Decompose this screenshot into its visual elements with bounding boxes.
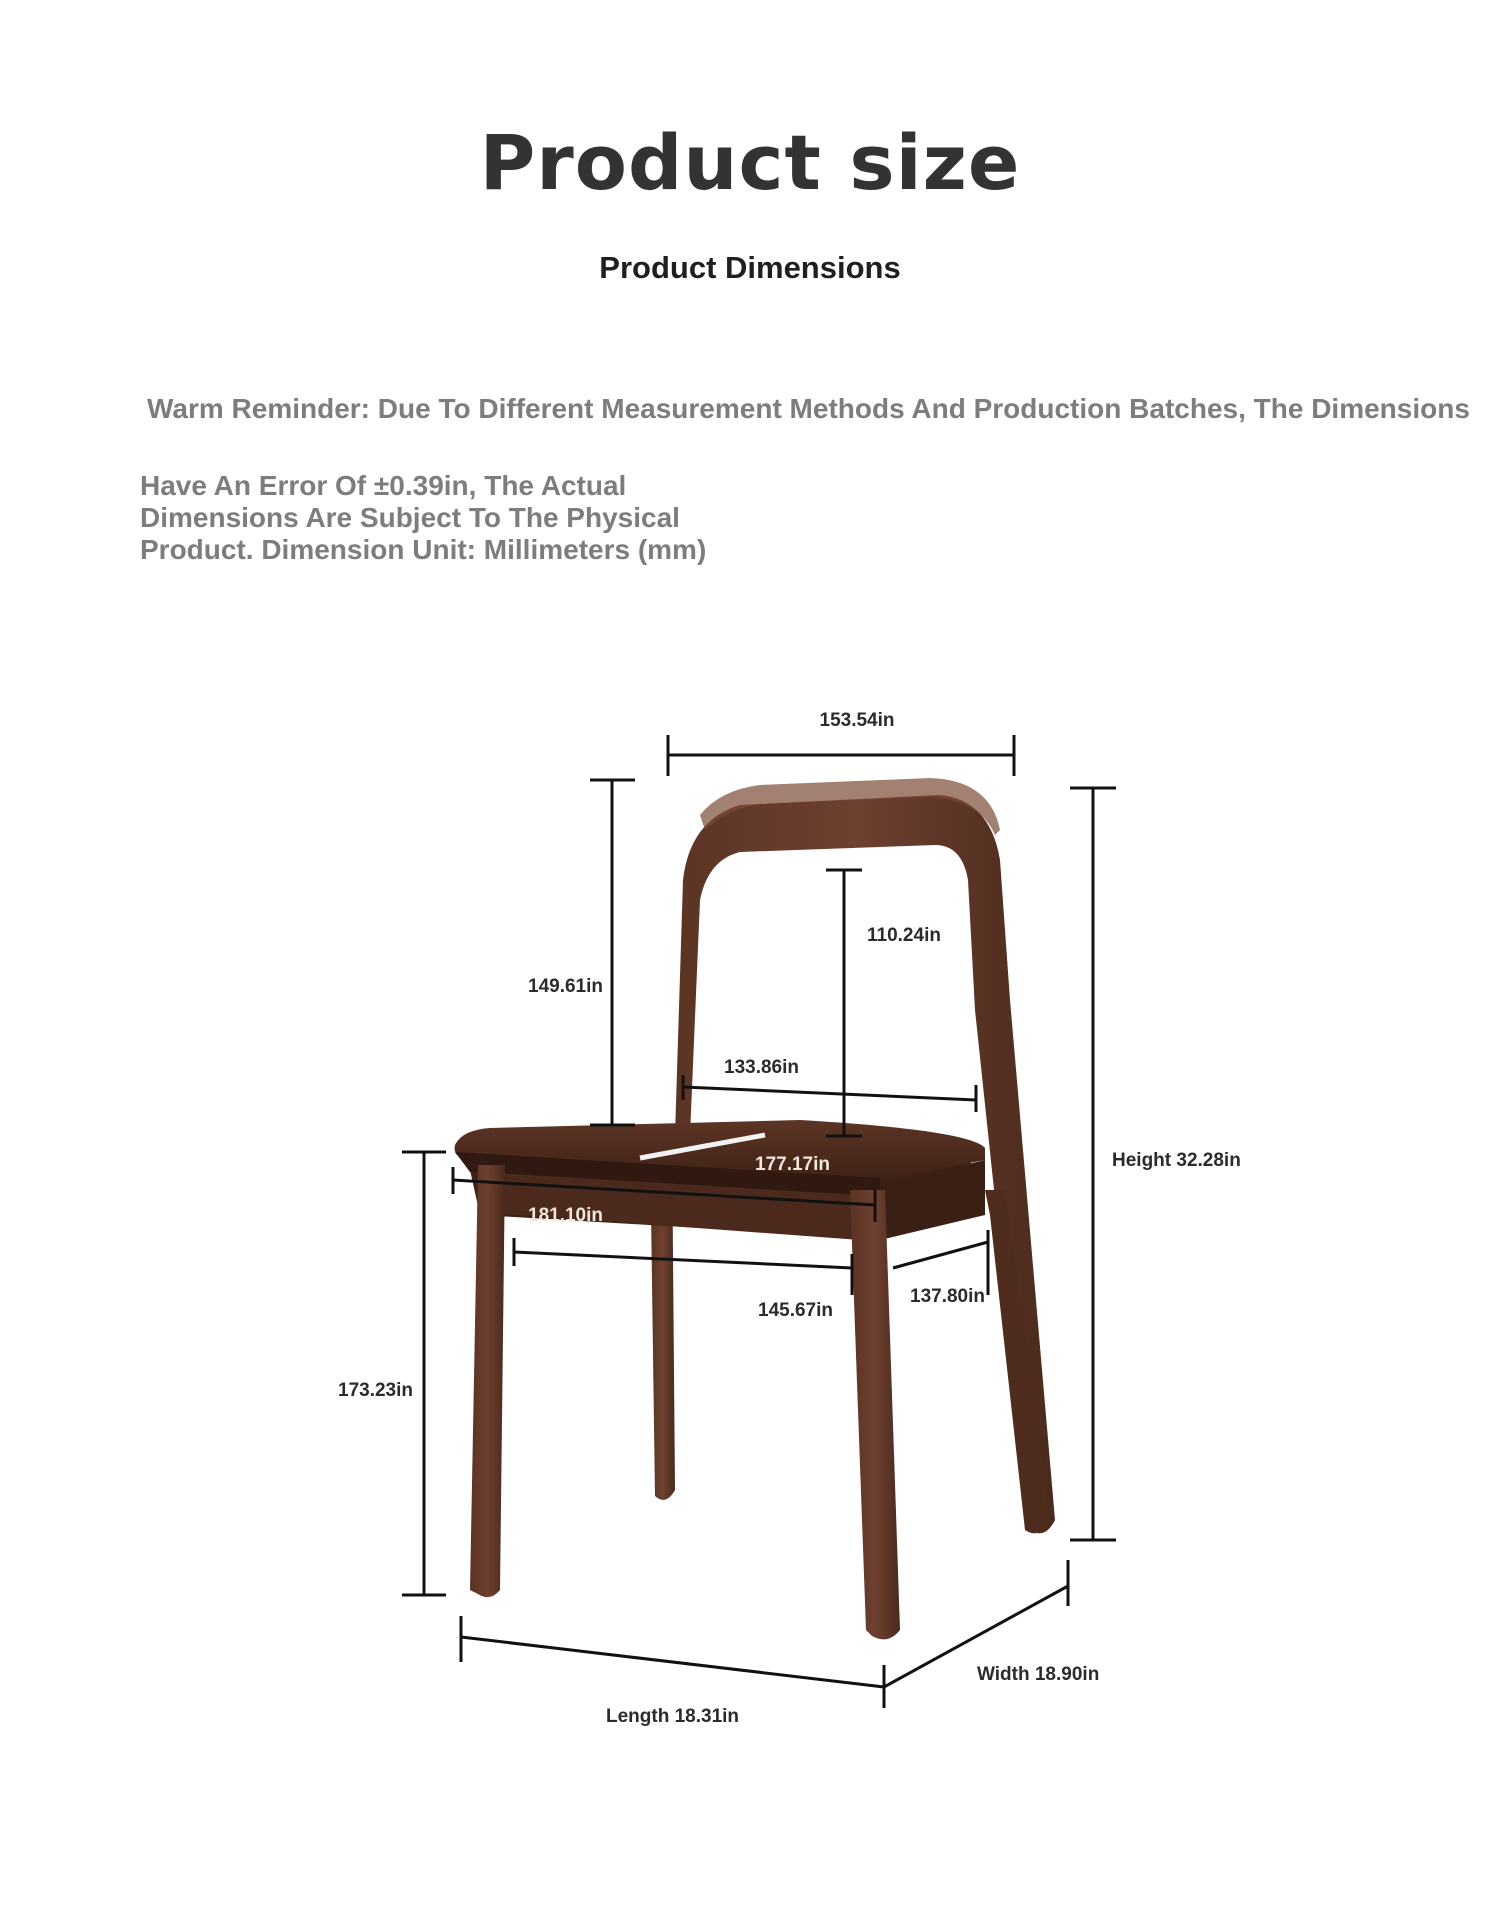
page-subtitle: Product Dimensions: [599, 250, 901, 285]
reminder-line-4: Product. Dimension Unit: Millimeters (mm): [140, 534, 707, 565]
reminder-line-3: Dimensions Are Subject To The Physical: [140, 502, 680, 533]
label-backrest-opening-height: 110.24in: [867, 925, 941, 946]
page-title: Product size: [479, 118, 1021, 207]
reminder-line-1: Warm Reminder: Due To Different Measurement Methods And Production Batches, The Dimensions: [147, 393, 1470, 424]
label-seat-front-width: 181.10in: [528, 1205, 603, 1226]
label-width: Width 18.90in: [977, 1664, 1100, 1685]
label-total-height: Height 32.28in: [1112, 1150, 1241, 1171]
label-backrest-top-width: 153.54in: [819, 710, 895, 731]
reminder-line-2: Have An Error Of ±0.39in, The Actual: [140, 470, 627, 501]
label-leg-span-side: 137.80in: [910, 1286, 985, 1307]
label-seat-depth: 177.17in: [755, 1154, 830, 1175]
label-backrest-inner-width: 133.86in: [724, 1057, 799, 1078]
label-seat-height: 173.23in: [338, 1380, 413, 1401]
label-leg-span-front: 145.67in: [758, 1300, 833, 1321]
label-length: Length 18.31in: [606, 1706, 740, 1727]
label-backrest-height: 149.61in: [528, 976, 603, 997]
